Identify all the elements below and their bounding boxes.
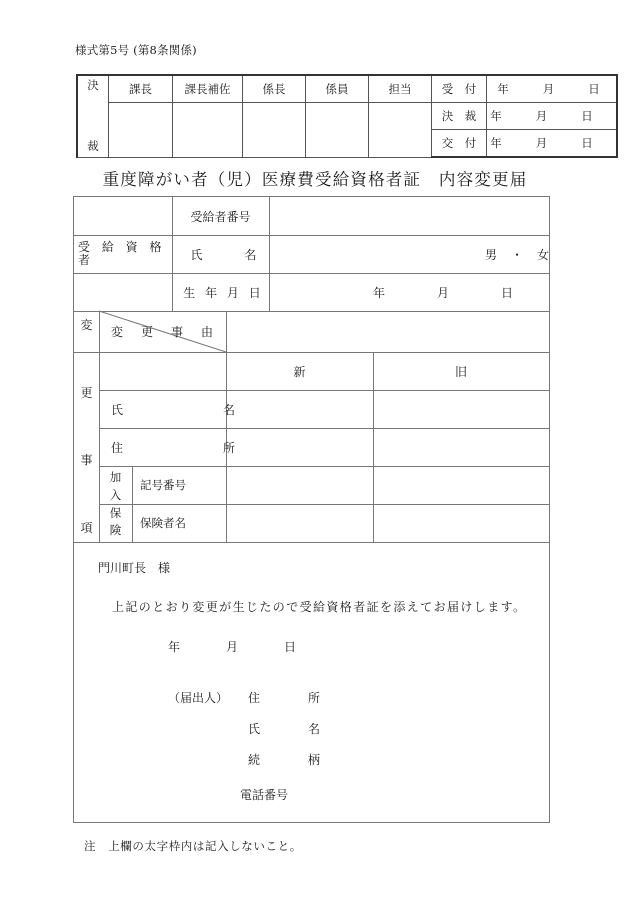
- form-number: 様式第5号 (第8条関係): [75, 43, 197, 57]
- gender-female[interactable]: 女: [536, 247, 549, 262]
- change-group-char-1: 変: [80, 318, 93, 332]
- approval-col-kakaricho: 係長: [243, 75, 306, 103]
- approval-date-value-uketsuke: [487, 75, 618, 103]
- rule-h-9: [99, 542, 549, 543]
- submitter-field-relation-label: 続 柄: [248, 753, 329, 767]
- year-label: 年: [497, 82, 509, 96]
- label-insurance-symbol-number: 記号番号: [140, 478, 186, 492]
- main-form-box: [73, 196, 550, 823]
- approval-box-kacho[interactable]: [109, 103, 173, 158]
- day-label: 日: [284, 640, 297, 654]
- footer-note: 注 上欄の太字枠内は記入しないこと。: [84, 839, 302, 853]
- approval-box-kakariin[interactable]: [306, 103, 369, 158]
- field-insurance-symbol-old[interactable]: [373, 466, 557, 504]
- approval-date-label-uketsuke: 受 付: [432, 75, 487, 103]
- month-label: 月: [226, 640, 239, 654]
- approval-date-label-kessai: 決 裁: [432, 103, 487, 130]
- approval-row-middle: [77, 103, 617, 130]
- label-recipient-number: 受給者番号: [190, 209, 251, 224]
- field-change-address-new[interactable]: [226, 428, 381, 466]
- page-title: 重度障がい者（児）医療費受給資格者証 内容変更届: [102, 170, 528, 189]
- submitter-field-address-label: 住 所: [248, 691, 329, 705]
- label-recipient-name: 氏 名: [190, 247, 263, 262]
- change-group-char-4: 項: [80, 520, 93, 535]
- approval-date-value-kofu: [487, 130, 618, 158]
- declaration-addressee: 門川町長 様: [98, 561, 171, 575]
- month-label: 月: [535, 136, 548, 150]
- submitter-field-phone-label: 電話番号: [240, 788, 289, 802]
- field-change-reason[interactable]: [226, 311, 559, 352]
- field-birthdate[interactable]: [269, 273, 583, 311]
- approval-stamp-table: [76, 74, 618, 158]
- month-label: 月: [535, 109, 548, 123]
- field-recipient-number[interactable]: [269, 197, 559, 235]
- change-group-char-3: 事: [80, 453, 93, 468]
- field-change-name-old[interactable]: [373, 390, 557, 428]
- label-birthdate: 生 年 月 日: [183, 285, 264, 300]
- field-insurer-name-new[interactable]: [226, 504, 381, 542]
- column-header-old: 旧: [454, 364, 467, 379]
- field-change-name-new[interactable]: [226, 390, 381, 428]
- approval-date-value-kessai: [487, 103, 618, 130]
- day-label: 日: [501, 285, 514, 300]
- insurance-char-2: 入: [109, 487, 122, 502]
- recipient-group-label: 受 給 資 格 者: [78, 239, 166, 267]
- declaration-body: 上記のとおり変更が生じたので受給資格者証を添えてお届けします。: [112, 600, 527, 614]
- field-recipient-name[interactable]: [269, 235, 571, 273]
- gender-choice[interactable]: [485, 246, 549, 263]
- label-change-address: 住 所: [111, 440, 252, 455]
- insurance-group-label: [99, 471, 132, 537]
- rule-h-9b: [74, 542, 99, 543]
- stamp-char-1: 決: [87, 78, 99, 92]
- approval-col-tanto: 担当: [369, 75, 432, 103]
- field-insurer-name-old[interactable]: [373, 504, 557, 542]
- label-change-reason: 変 更 事 由: [111, 325, 217, 339]
- month-label: 月: [436, 285, 449, 300]
- approval-col-kakariin: 係員: [306, 75, 369, 103]
- insurance-char-4: 険: [109, 523, 122, 538]
- approval-stamp-label: [77, 75, 109, 157]
- day-label: 日: [581, 136, 593, 150]
- month-label: 月: [542, 82, 555, 96]
- approval-date-label-kofu: 交 付: [432, 130, 487, 158]
- insurance-char-1: 加: [109, 470, 122, 484]
- year-label: 年: [168, 640, 181, 654]
- year-label: 年: [490, 109, 502, 123]
- year-label: 年: [372, 285, 385, 300]
- approval-box-tanto[interactable]: [369, 103, 432, 158]
- insurance-char-3: 保: [109, 505, 122, 520]
- submitter-label: （届出人）: [168, 691, 229, 705]
- change-group-label: [74, 319, 99, 535]
- gender-male[interactable]: 男: [484, 247, 497, 262]
- label-insurer-name: 保険者名: [140, 516, 186, 530]
- approval-box-kakaricho[interactable]: [243, 103, 306, 158]
- submitter-field-name-label: 氏 名: [248, 722, 329, 736]
- day-label: 日: [588, 82, 600, 96]
- field-change-address-old[interactable]: [373, 428, 557, 466]
- approval-row-header: [77, 75, 617, 103]
- column-header-new: 新: [293, 364, 306, 379]
- label-change-name: 氏 名: [111, 402, 252, 417]
- approval-box-kacho-hosa[interactable]: [173, 103, 243, 158]
- day-label: 日: [581, 109, 593, 123]
- stamp-char-2: 裁: [87, 139, 99, 153]
- change-group-char-2: 更: [80, 385, 93, 400]
- gender-separator: ・: [510, 247, 523, 262]
- approval-col-kacho-hosa: 課長補佐: [173, 75, 243, 103]
- year-label: 年: [490, 136, 502, 150]
- declaration-date[interactable]: [168, 638, 296, 655]
- approval-col-kacho: 課長: [109, 75, 173, 103]
- field-insurance-symbol-new[interactable]: [226, 466, 381, 504]
